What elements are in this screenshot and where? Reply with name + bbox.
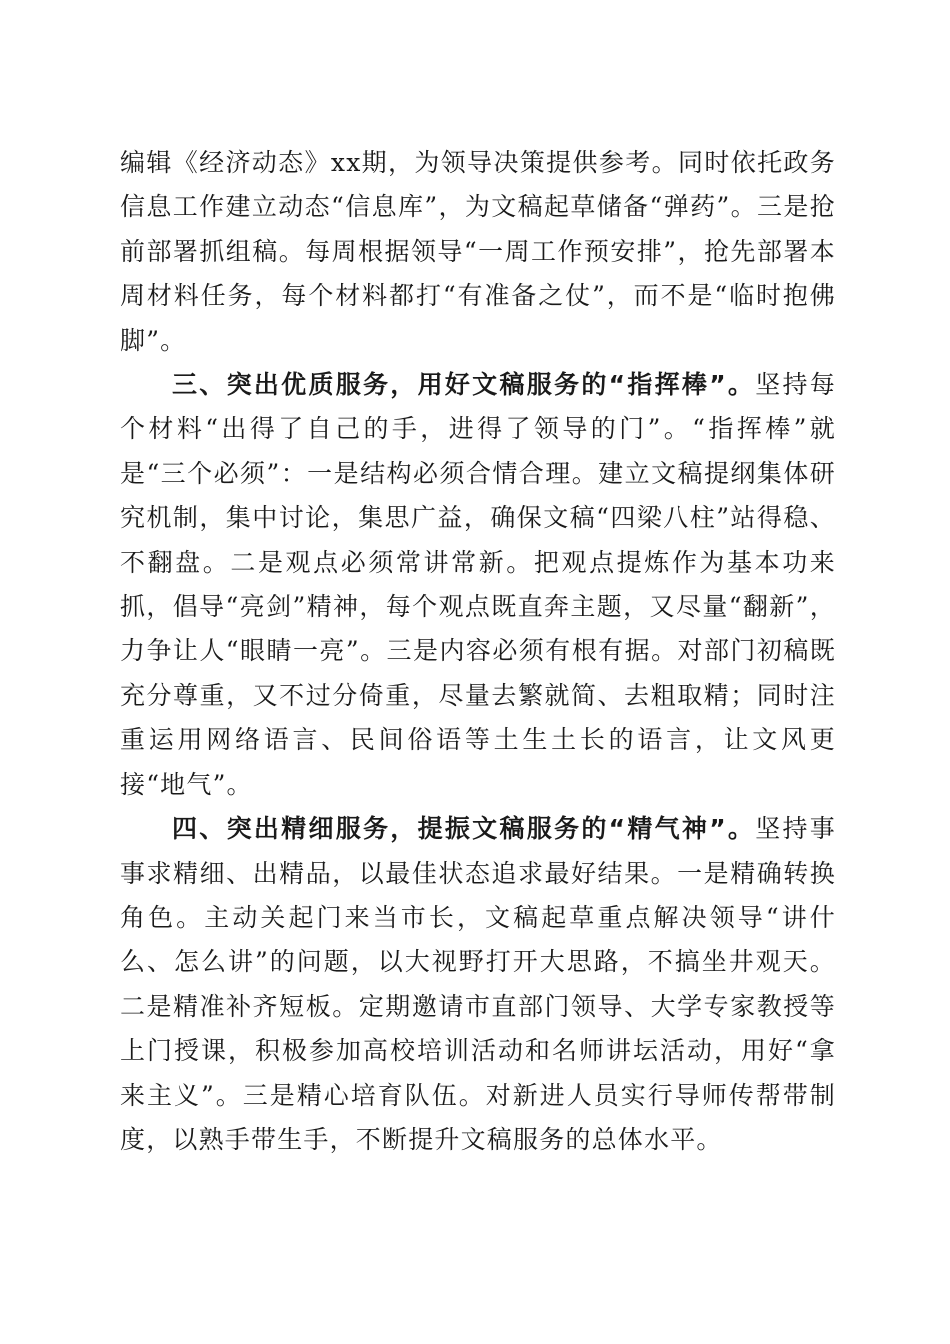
paragraph-text: 坚持每个材料“出得了自己的手，进得了领导的门”。“指挥棒”就是“三个必须”：一是结构必须合情合理。建立文稿提纲集体研究机制，集中讨论，集思广益，确保文稿“四梁八柱”站得稳、不翻盘。二是观点必须常讲常新。把观点提炼作为基本功来抓，倡导“亮剑”精神，每个观点既直奔主题，又尽量“翻新”，力争让人“眼睛一亮”。三是内容必须有根有据。对部门初稿既充分尊重，又不过分倚重，尽量去繁就简、去粗取精；同时注重运用网络语言、民间俗语等土生土长的语言，让文风更接“地气”。 (120, 370, 836, 799)
document-page (120, 141, 836, 1162)
paragraph-section-4 (120, 807, 836, 1162)
section-heading: 三、突出优质服务，用好文稿服务的“指挥棒”。 (172, 370, 756, 400)
section-heading: 四、突出精细服务，提振文稿服务的“精气神”。 (172, 814, 756, 844)
paragraph-text: 坚持事事求精细、出精品，以最佳状态追求最好结果。一是精确转换角色。主动关起门来当市长，文稿起草重点解决领导“讲什么、怎么讲”的问题，以大视野打开大思路，不搞坐井观天。二是精准补齐短板。定期邀请市直部门领导、大学专家教授等上门授课，积极参加高校培训活动和名师讲坛活动，用好“拿来主义”。三是精心培育队伍。对新进人员实行导师传帮带制度，以熟手带生手，不断提升文稿服务的总体水平。 (120, 814, 836, 1154)
paragraph-continuation (120, 141, 836, 363)
paragraph-text: 编辑《经济动态》xx期，为领导决策提供参考。同时依托政务信息工作建立动态“信息库”，为文稿起草储备“弹药”。三是抢前部署抓组稿。每周根据领导“一周工作预安排”，抢先部署本周材料任务，每个材料都打“有准备之仗”，而不是“临时抱佛脚”。 (120, 148, 836, 355)
paragraph-section-3 (120, 363, 836, 807)
